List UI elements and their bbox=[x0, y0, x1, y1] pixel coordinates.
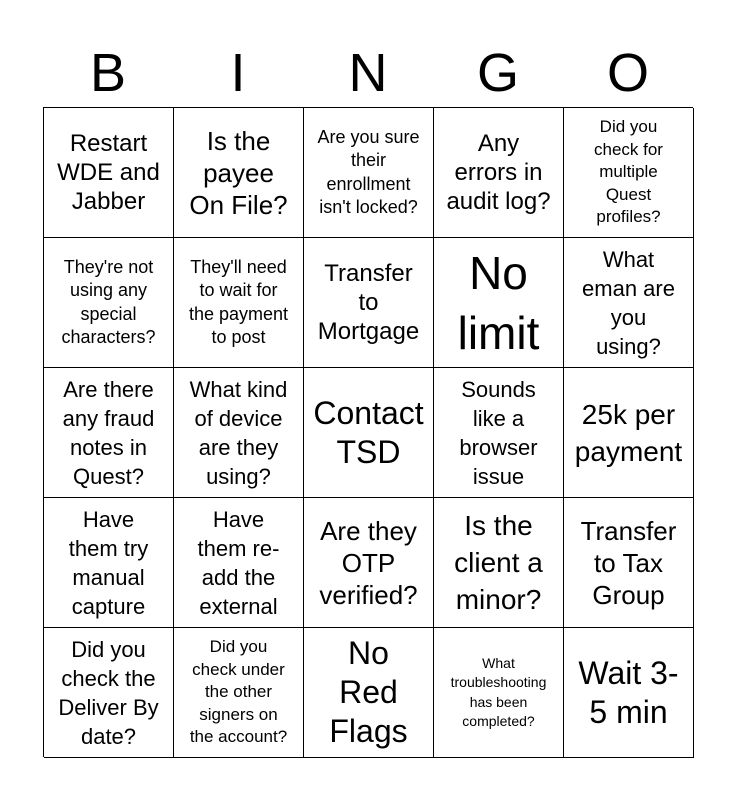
cell-text: Are you sure their enrollment isn't locked? bbox=[317, 126, 420, 217]
bingo-cell[interactable] bbox=[44, 498, 174, 628]
bingo-cell[interactable] bbox=[304, 628, 434, 758]
bingo-cell[interactable] bbox=[44, 238, 174, 368]
bingo-cell[interactable] bbox=[304, 108, 434, 238]
cell-text: Have them re- add the external bbox=[197, 506, 280, 619]
cell-text: What eman are you using? bbox=[582, 246, 675, 359]
bingo-cell[interactable] bbox=[564, 108, 694, 238]
cell-text: Transfer to Tax Group bbox=[580, 515, 677, 610]
cell-text: Is the payee On File? bbox=[189, 125, 288, 220]
bingo-cell[interactable] bbox=[44, 628, 174, 758]
bingo-cell[interactable] bbox=[564, 628, 694, 758]
bingo-cell[interactable] bbox=[44, 368, 174, 498]
cell-text: They'll need to wait for the payment to post bbox=[188, 256, 289, 347]
cell-text: What kind of device are they using? bbox=[189, 376, 288, 489]
bingo-cell[interactable] bbox=[174, 368, 304, 498]
cell-text: Wait 3- 5 min bbox=[578, 654, 679, 730]
bingo-cell[interactable] bbox=[174, 108, 304, 238]
bingo-cell[interactable] bbox=[434, 628, 564, 758]
cell-text: Did you check the Deliver By date? bbox=[58, 636, 159, 749]
bingo-cell[interactable] bbox=[174, 628, 304, 758]
bingo-cell[interactable] bbox=[564, 238, 694, 368]
cell-text: Have them try manual capture bbox=[68, 506, 149, 619]
bingo-cell[interactable] bbox=[434, 108, 564, 238]
cell-text: Transfer to Mortgage bbox=[317, 260, 420, 345]
header-letter-o: O bbox=[606, 43, 649, 103]
cell-text: Any errors in audit log? bbox=[446, 130, 551, 215]
cell-text: No limit bbox=[457, 246, 540, 359]
cell-text: 25k per payment bbox=[574, 398, 683, 467]
cell-text: No Red Flags bbox=[329, 635, 408, 749]
cell-text: Sounds like a browser issue bbox=[459, 376, 538, 489]
cell-text: Are they OTP verified? bbox=[319, 515, 418, 610]
bingo-cell[interactable] bbox=[434, 498, 564, 628]
bingo-header bbox=[43, 40, 693, 106]
cell-text: They're not using any special characters? bbox=[61, 256, 156, 347]
cell-text: Restart WDE and Jabber bbox=[57, 130, 160, 215]
header-letter-b: B bbox=[89, 43, 127, 103]
cell-text: Are there any fraud notes in Quest? bbox=[62, 376, 155, 489]
bingo-cell[interactable] bbox=[304, 238, 434, 368]
bingo-cell[interactable] bbox=[564, 368, 694, 498]
bingo-cell[interactable] bbox=[564, 498, 694, 628]
bingo-cell[interactable] bbox=[174, 498, 304, 628]
bingo-cell[interactable] bbox=[304, 498, 434, 628]
cell-text: Did you check for multiple Quest profiles? bbox=[594, 117, 663, 227]
header-letter-g: G bbox=[476, 43, 519, 103]
cell-text: Is the client a minor? bbox=[454, 510, 543, 615]
bingo-board bbox=[43, 107, 693, 757]
bingo-cell[interactable] bbox=[434, 238, 564, 368]
cell-text: What troubleshooting has been completed? bbox=[450, 654, 547, 729]
bingo-cell[interactable] bbox=[304, 368, 434, 498]
header-letter-n: N bbox=[348, 43, 388, 103]
bingo-cell[interactable] bbox=[44, 108, 174, 238]
header-letter-i: I bbox=[230, 43, 246, 103]
bingo-cell[interactable] bbox=[434, 368, 564, 498]
bingo-cell[interactable] bbox=[174, 238, 304, 368]
cell-text: Contact TSD bbox=[313, 394, 424, 470]
cell-text: Did you check under the other signers on the account? bbox=[189, 637, 288, 747]
